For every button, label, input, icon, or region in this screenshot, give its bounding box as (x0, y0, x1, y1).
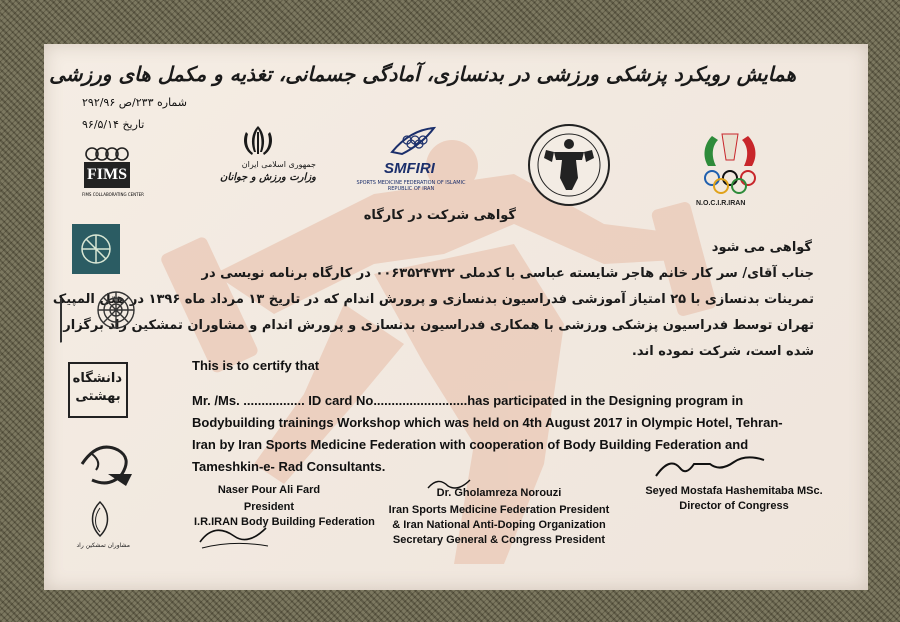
hashemitaba-signature (650, 446, 770, 486)
ornament-logo (94, 288, 138, 332)
certify-line-4-fa: شده است، شرکت نموده اند. (631, 344, 814, 359)
certificate-paper (44, 44, 868, 590)
calligraphy-mark (60, 293, 90, 342)
number-value: ۲۳۳/ص ۲۹۲/۹۶ (82, 96, 154, 109)
signatory-1-name: Naser Pour Ali Fard (217, 484, 321, 496)
calligraphy-logo (72, 434, 142, 494)
smfiri-name: SMFIRI (384, 160, 435, 177)
signatory-2-role: Secretary General & Congress President (392, 534, 606, 546)
certify-intro-en: This is to certify that (192, 358, 320, 373)
certify-line-2-en: Bodybuilding trainings Workshop which was held on 4th August 2017 in Olympic Hotel, Tehran- (192, 415, 783, 430)
letter-date (82, 118, 144, 131)
smfiri-logo (354, 124, 464, 204)
signatory-3-name: Seyed Mostafa Hashemitaba MSc. (645, 485, 823, 497)
certify-line-3-fa: تهران توسط فدراسیون پزشکی ورزشی با همکاری فدراسیون بدنسازی و پرورش اندام و مشاوران تمشکین راد برگزار (63, 318, 814, 333)
research-center-logo (72, 224, 120, 274)
consultants-logo (76, 500, 130, 552)
certify-line-2-fa: تمرینات بدنسازی با ۲۵ امتیاز آموزشی فدراسیون بدنسازی و پرورش اندام که در تاریخ ۱۳ مرداد ماه ۱۳۹۶ در هتل المپیک (52, 292, 814, 307)
certificate-heading: گواهی شرکت در کارگاه (363, 208, 516, 223)
fims-text: FIMS (84, 162, 130, 188)
bodybuilding-federation-logo (524, 120, 614, 210)
signatory-2-name: Dr. Gholamreza Norouzi (436, 487, 562, 499)
fims-logo (82, 144, 144, 202)
certify-intro-fa: گواهی می شود (711, 240, 812, 255)
letter-number (82, 96, 187, 109)
iran-gov-line2: وزارت ورزش و جوانان (220, 172, 316, 183)
signatory-hashemitaba (634, 485, 834, 512)
date-label: تاریخ (122, 118, 145, 131)
signatory-1-org: I.R.IRAN Body Building Federation (194, 516, 375, 528)
beheshti-university-logo (68, 362, 128, 418)
signatory-pour-ali-fard (194, 484, 375, 528)
certify-line-1-en: Mr. /Ms. ................. ID card No..........................has participated in the Designing program in (192, 393, 744, 408)
noc-iran-logo (690, 130, 770, 216)
fims-caption: FIMS COLLABORATING CENTER (82, 192, 144, 197)
signatory-3-title: Director of Congress (679, 500, 789, 512)
signatory-norouzi (384, 487, 614, 546)
beheshti-text: دانشگاه بهشتی (72, 371, 122, 404)
number-label: شماره (157, 96, 188, 109)
certify-line-3-en: Iran by Iran Sports Medicine Federation with cooperation of Body Building Federation and (192, 437, 749, 452)
signatory-1-title: President (243, 501, 295, 513)
smfiri-caption: SPORTS MEDICINE FEDERATION OF ISLAMIC REPUBLIC OF IRAN (356, 180, 466, 192)
certify-line-4-en: Tameshkin-e- Rad Consultants. (192, 459, 386, 474)
iran-gov-line1: جمهوری اسلامی ایران (241, 160, 316, 169)
signatory-2-title: Iran Sports Medicine Federation President (388, 504, 610, 516)
noc-caption: N.O.C.I.R.IRAN (696, 200, 746, 207)
signatory-2-org: & Iran National Anti-Doping Organization (392, 519, 606, 531)
smfiri-emblem-icon (382, 124, 442, 164)
consultants-caption: مشاوران تمشکین راد (76, 542, 130, 549)
congress-title: همایش رویکرد پزشکی ورزشی در بدنسازی، آمادگی جسمانی، تغذیه و مکمل های ورزشی (49, 62, 796, 86)
iran-emblem-icon (238, 124, 278, 158)
iran-gov-logo (206, 124, 316, 194)
date-value: ۹۶/۵/۱۴ (82, 118, 119, 131)
certify-line-1-fa: جناب آقای/ سر کار خانم هاجر شایسته عباسی با کدملی ۰۰۶۳۵۲۴۷۳۲ در کارگاه برنامه نویسی در (201, 266, 814, 281)
